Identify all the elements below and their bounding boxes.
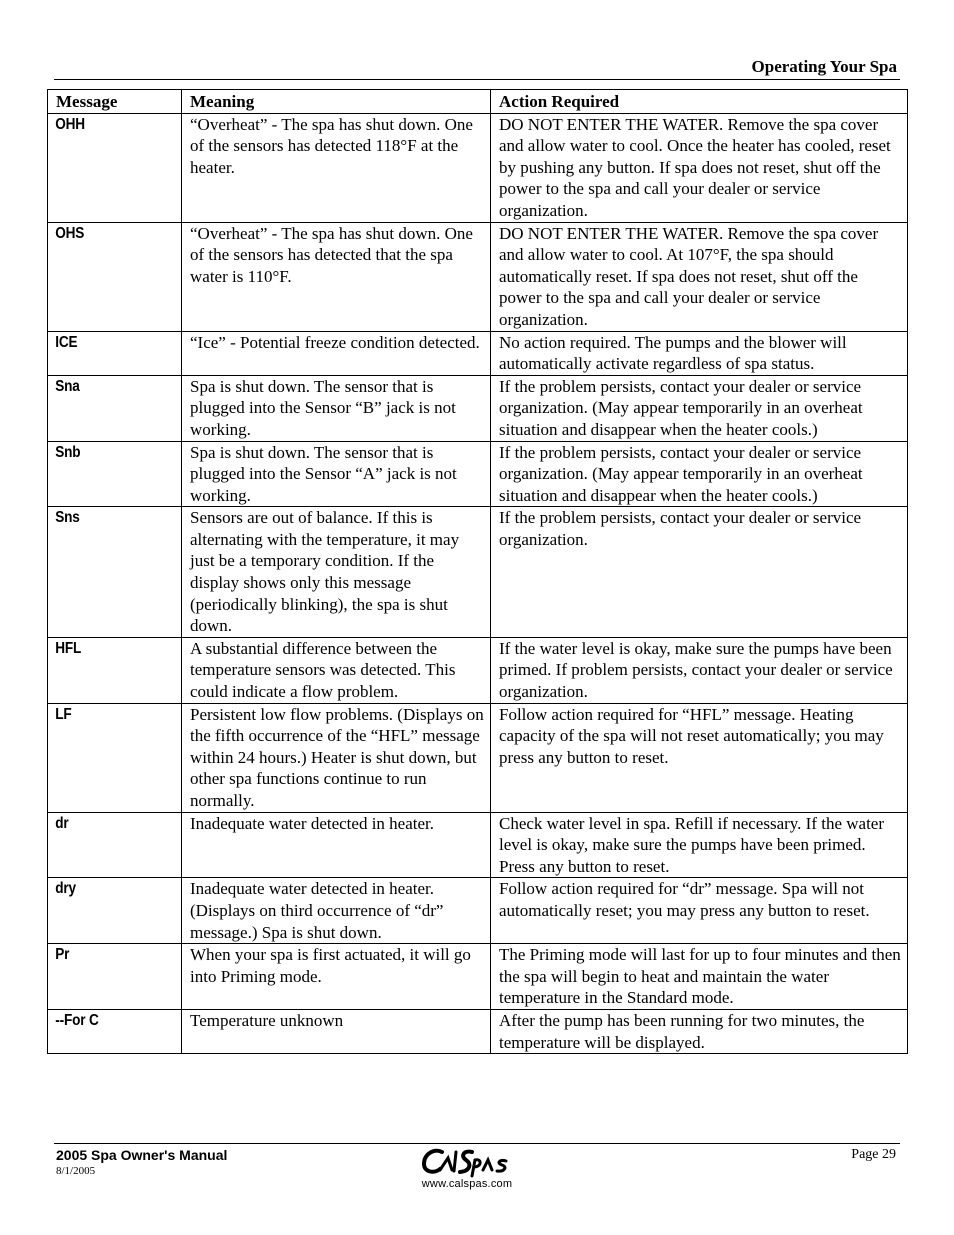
message-meaning: Spa is shut down. The sensor that is plugged into the Sensor “A” jack is not working. <box>182 441 491 507</box>
table-row <box>48 113 908 222</box>
action-required: Check water level in spa. Refill if necessary. If the water level is okay, make sure the pumps have been primed. Press any button to reset. <box>491 812 908 878</box>
action-required: Follow action required for “HFL” message. Heating capacity of the spa will not reset automatically; you may press any button to reset. <box>491 703 908 812</box>
action-required: If the problem persists, contact your dealer or service organization. (May appear temporarily in an overheat situation and disappear when the heater cools.) <box>491 375 908 441</box>
action-required: If the problem persists, contact your dealer or service organization. (May appear temporarily in an overheat situation and disappear when the heater cools.) <box>491 441 908 507</box>
table-row <box>48 331 908 375</box>
message-meaning: “Ice” - Potential freeze condition detected. <box>182 331 491 375</box>
logo-url-text: www.calspas.com <box>421 1178 513 1190</box>
message-code: Sns <box>48 507 162 638</box>
table-row <box>48 812 908 878</box>
table-row <box>48 944 908 1010</box>
table-row <box>48 637 908 703</box>
action-required: DO NOT ENTER THE WATER. Remove the spa cover and allow water to cool. At 107°F, the spa should automatically reset. If spa does not reset, shut off the power to the spa and call your dealer or service organization. <box>491 222 908 331</box>
message-code: dry <box>48 878 162 944</box>
message-code: LF <box>48 703 162 812</box>
column-header-meaning: Meaning <box>182 90 491 114</box>
message-meaning: Temperature unknown <box>182 1009 491 1053</box>
section-title: Operating Your Spa <box>751 57 897 76</box>
message-meaning: “Overheat” - The spa has shut down. One of the sensors has detected that the spa water is 110°F. <box>182 222 491 331</box>
message-meaning: Inadequate water detected in heater. <box>182 812 491 878</box>
table-row <box>48 1009 908 1053</box>
table-row <box>48 507 908 638</box>
message-code: --For C <box>48 1009 162 1053</box>
action-required: The Priming mode will last for up to four minutes and then the spa will begin to heat and maintain the water temperature in the Standard mode. <box>491 944 908 1010</box>
message-meaning: Sensors are out of balance. If this is alternating with the temperature, it may just be a temporary condition. If the display shows only this message (periodically blinking), the spa is shut down. <box>182 507 491 638</box>
message-code: OHS <box>48 222 162 331</box>
action-required: If the problem persists, contact your dealer or service organization. <box>491 507 908 638</box>
column-header-message: Message <box>48 90 182 114</box>
table-row <box>48 222 908 331</box>
table-row <box>48 703 908 812</box>
action-required: No action required. The pumps and the blower will automatically activate regardless of spa status. <box>491 331 908 375</box>
publication-date: 8/1/2005 <box>56 1165 96 1177</box>
message-code: Pr <box>48 944 162 1010</box>
message-code: Sna <box>48 375 162 441</box>
calspas-logo-icon <box>420 1146 512 1178</box>
message-code: Snb <box>48 441 162 507</box>
message-code: dr <box>48 812 162 878</box>
column-header-action: Action Required <box>491 90 908 114</box>
message-meaning: When your spa is first actuated, it will go into Priming mode. <box>182 944 491 1010</box>
message-code: HFL <box>48 637 162 703</box>
table-header-row <box>48 90 908 114</box>
error-message-table <box>47 89 908 1054</box>
footer-divider <box>54 1143 900 1144</box>
table-row <box>48 375 908 441</box>
action-required: If the water level is okay, make sure the pumps have been primed. If problem persists, contact your dealer or service organization. <box>491 637 908 703</box>
message-meaning: Spa is shut down. The sensor that is plugged into the Sensor “B” jack is not working. <box>182 375 491 441</box>
action-required: DO NOT ENTER THE WATER. Remove the spa cover and allow water to cool. Once the heater has cooled, reset by pushing any button. If spa does not reset, shut off the power to the spa and call your dealer or service organization. <box>491 113 908 222</box>
message-meaning: Persistent low flow problems. (Displays on the fifth occurrence of the “HFL” message within 24 hours.) Heater is shut down, but other spa functions continue to run normally. <box>182 703 491 812</box>
action-required: After the pump has been running for two minutes, the temperature will be displayed. <box>491 1009 908 1053</box>
manual-title: 2005 Spa Owner's Manual <box>56 1147 228 1163</box>
action-required: Follow action required for “dr” message. Spa will not automatically reset; you may press any button to reset. <box>491 878 908 944</box>
message-meaning: Inadequate water detected in heater. (Displays on third occurrence of “dr” message.) Spa is shut down. <box>182 878 491 944</box>
message-meaning: A substantial difference between the temperature sensors was detected. This could indicate a flow problem. <box>182 637 491 703</box>
calspas-logo <box>410 1146 522 1192</box>
message-code: OHH <box>48 113 162 222</box>
table-row <box>48 878 908 944</box>
table-row <box>48 441 908 507</box>
page-number: Page 29 <box>851 1147 896 1162</box>
header-divider <box>54 79 900 80</box>
message-code: ICE <box>48 331 162 375</box>
message-meaning: “Overheat” - The spa has shut down. One of the sensors has detected 118°F at the heater. <box>182 113 491 222</box>
